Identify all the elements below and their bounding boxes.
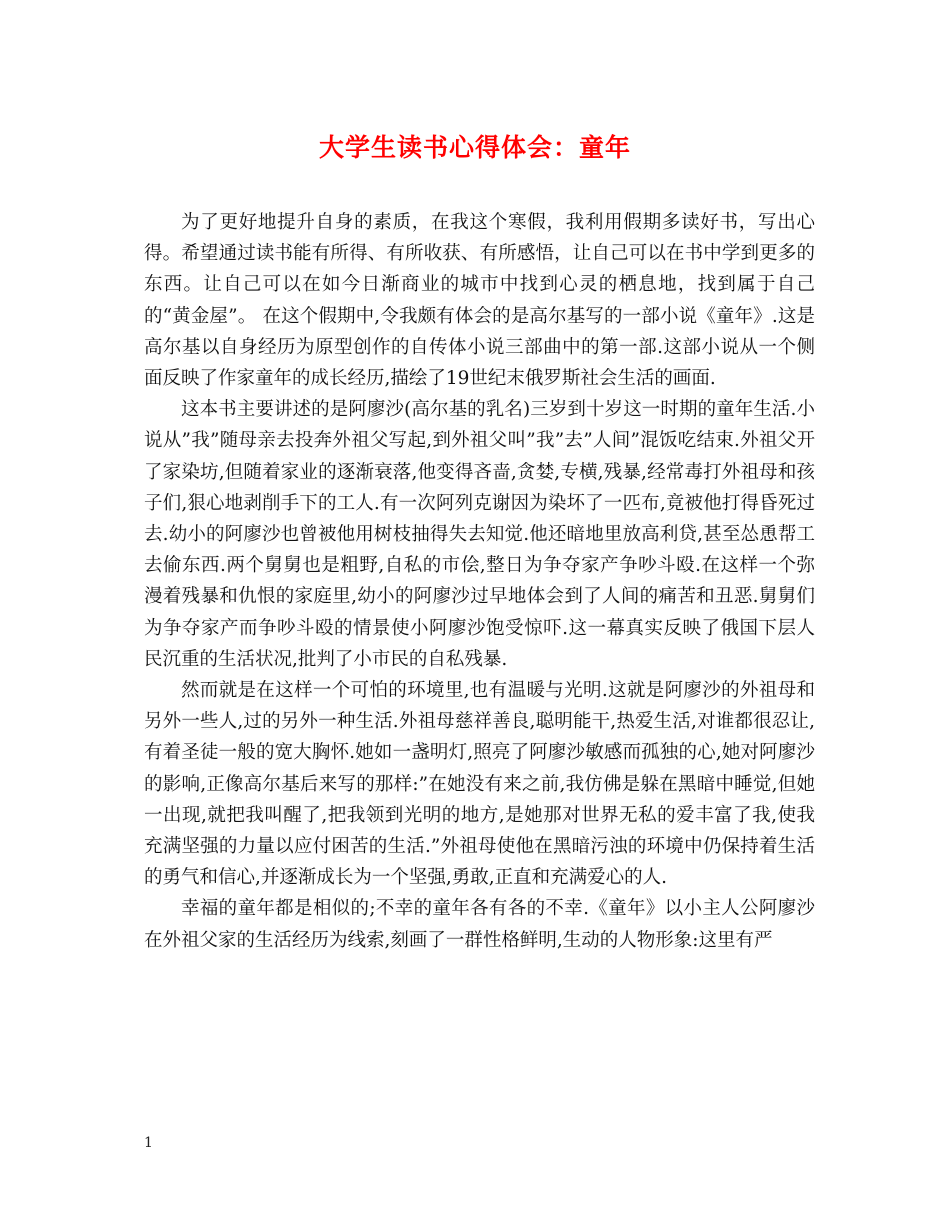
document-title: 大学生读书心得体会：童年 — [318, 133, 631, 162]
document-body — [144, 207, 815, 956]
paragraph-1: 为了更好地提升自身的素质，在我这个寒假，我利用假期多读好书，写出心得。希望通过读书能有所得、有所收获、有所感悟，让自己可以在书中学到更多的东西。让自己可以在如今日渐商业的城市中找到心灵的栖息地，找到属于自己的“黄金屋”。 在这个假期中,令我颇有体会的是高尔基写的一部小说《童年》.这是高尔基以自身经历为原型创作的自传体小说三部曲中的第一部.这部小说从一个侧面反映了作家童年的成长经历,描绘了19世纪末俄罗斯社会生活的画面. — [144, 212, 815, 390]
paragraph-3: 然而就是在这样一个可怕的环境里,也有温暖与光明.这就是阿廖沙的外祖母和另外一些人,过的另外一种生活.外祖母慈祥善良,聪明能干,热爱生活,对谁都很忍让,有着圣徒一般的宽大胸怀.她如一盏明灯,照亮了阿廖沙敏感而孤独的心,她对阿廖沙的影响,正像高尔基后来写的那样:”在她没有来之前,我仿佛是躲在黑暗中睡觉,但她一出现,就把我叫醒了,把我领到光明的地方,是她那对世界无私的爱丰富了我,使我充满坚强的力量以应付困苦的生活.”外祖母使他在黑暗污浊的环境中仍保持着生活的勇气和信心,并逐渐成长为一个坚强,勇敢,正直和充满爱心的人. — [144, 680, 815, 889]
paragraph-2: 这本书主要讲述的是阿廖沙(高尔基的乳名)三岁到十岁这一时期的童年生活.小说从”我”随母亲去投奔外祖父写起,到外祖父叫”我”去”人间”混饭吃结束.外祖父开了家染坊,但随着家业的逐渐衰落,他变得吝啬,贪婪,专横,残暴,经常毒打外祖母和孩子们,狠心地剥削手下的工人.有一次阿列克谢因为染坏了一匹布,竟被他打得昏死过去.幼小的阿廖沙也曾被他用树枝抽得失去知觉.他还暗地里放高利贷,甚至怂恿帮工去偷东西.两个舅舅也是粗野,自私的市侩,整日为争夺家产争吵斗殴.在这样一个弥漫着残暴和仇恨的家庭里,幼小的阿廖沙过早地体会到了人间的痛苦和丑恶.舅舅们为争夺家产而争吵斗殴的情景使小阿廖沙饱受惊吓.这一幕真实反映了俄国下层人民沉重的生活状况,批判了小市民的自私残暴. — [144, 399, 815, 670]
paragraph-4: 幸福的童年都是相似的;不幸的童年各有各的不幸.《童年》以小主人公阿廖沙在外祖父家的生活经历为线索,刻画了一群性格鲜明,生动的人物形象:这里有严 — [144, 898, 815, 951]
page-number: 1 — [144, 1135, 153, 1151]
